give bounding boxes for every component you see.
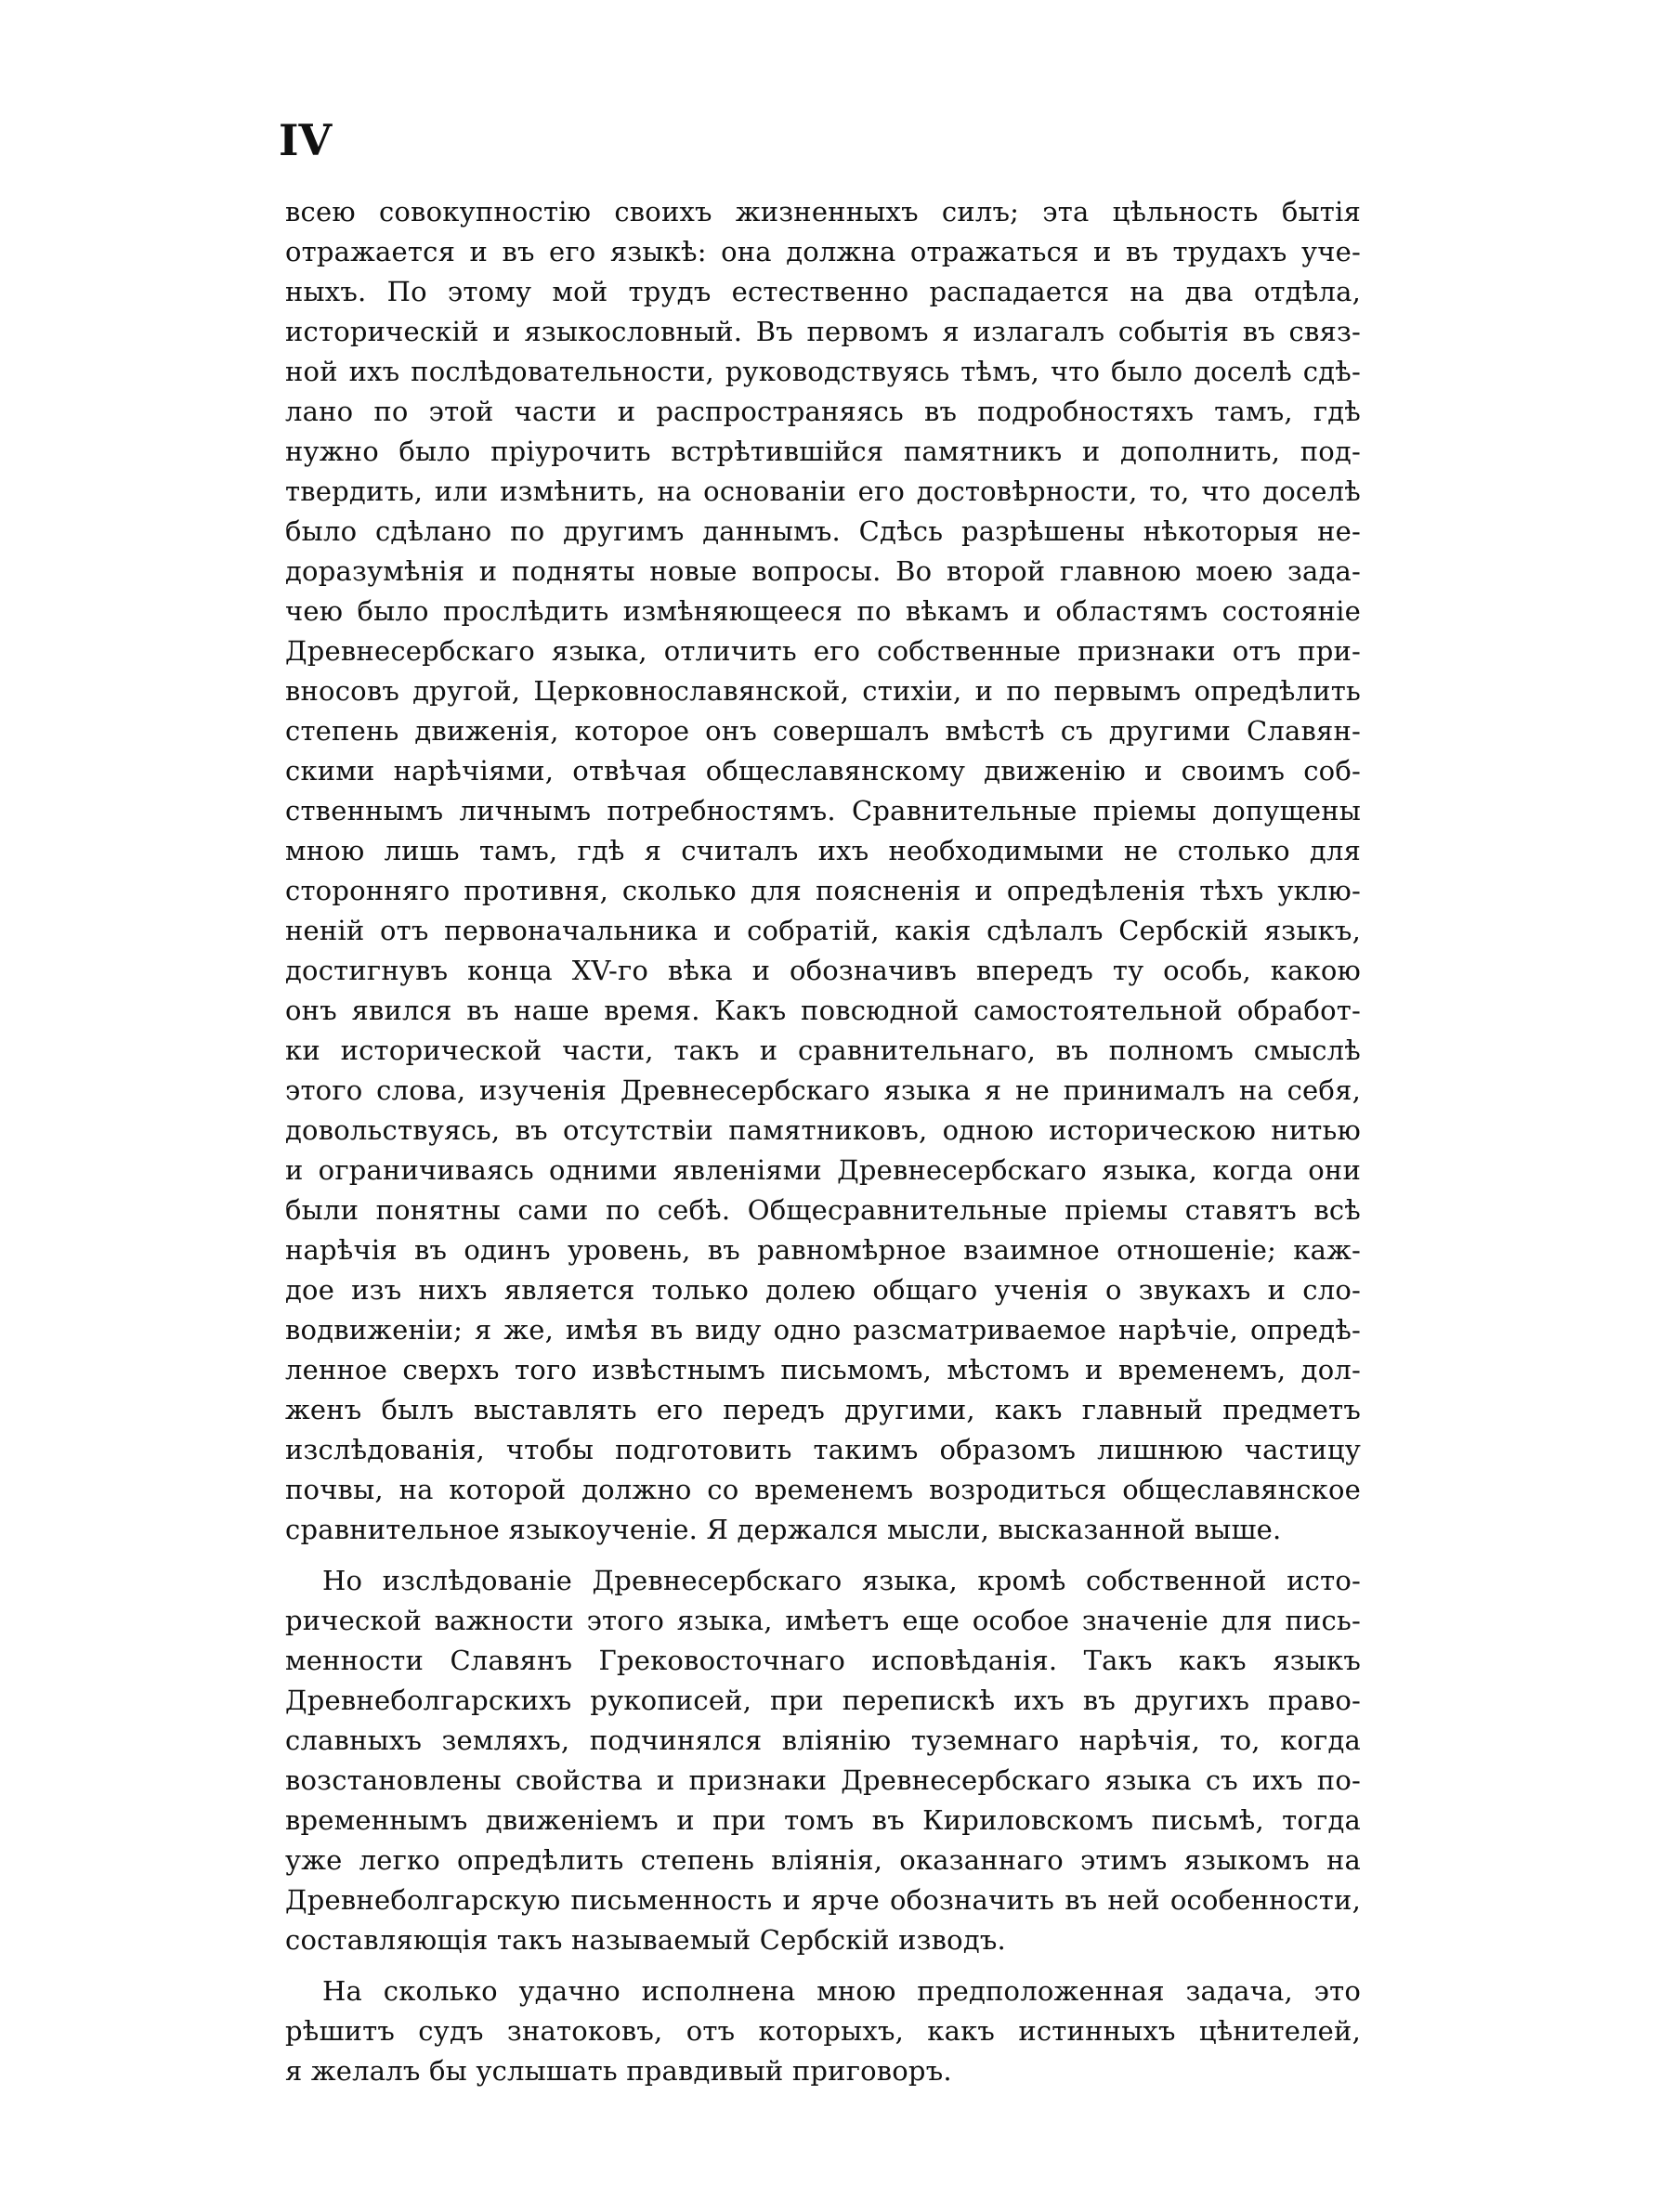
text-line: составляющія такъ называемый Сербскій изводъ. <box>285 1924 1006 1956</box>
text-line: водвиженіи; я же, имѣя въ виду одно разсматриваемое нарѣчіе, опредѣ- <box>285 1314 1361 1346</box>
text-line: ной ихъ послѣдовательности, руководствуясь тѣмъ, что было доселѣ сдѣ- <box>285 356 1361 387</box>
text-line: скими нарѣчіями, отвѣчая общеславянскому движенію и своимъ соб- <box>285 755 1361 787</box>
text-line: были понятны сами по себѣ. Общесравнительные пріемы ставятъ всѣ <box>285 1194 1361 1226</box>
text-line: твердить, или измѣнить, на основаніи его достовѣрности, то, что доселѣ <box>285 475 1361 507</box>
text-line: доразумѣнія и подняты новые вопросы. Во второй главною моею зада- <box>285 555 1361 587</box>
text-line: уже легко опредѣлить степень вліянія, оказаннаго этимъ языкомъ на <box>285 1844 1361 1876</box>
text-line: и ограничиваясь одними явленіями Древнесербскаго языка, когда они <box>285 1154 1361 1186</box>
text-line: сторонняго противня, сколько для поясненія и опредѣленія тѣхъ уклю- <box>285 875 1361 906</box>
text-line: рической важности этого языка, имѣетъ еще особое значеніе для пись- <box>285 1605 1361 1636</box>
text-line: временнымъ движеніемъ и при томъ въ Кириловскомъ письмѣ, тогда <box>285 1804 1361 1836</box>
text-line: Древнеболгарскихъ рукописей, при перепискѣ ихъ въ другихъ право- <box>285 1685 1361 1716</box>
text-line: историческій и языкословный. Въ первомъ я излагалъ событія въ связ- <box>285 316 1361 347</box>
page-number: IV <box>279 115 333 165</box>
text-line: вносовъ другой, Церковнославянской, стихіи, и по первымъ опредѣлить <box>285 675 1361 707</box>
text-line: ленное сверхъ того извѣстнымъ письмомъ, мѣстомъ и временемъ, дол- <box>285 1354 1361 1386</box>
text-line: лано по этой части и распространяясь въ подробностяхъ тамъ, гдѣ <box>285 396 1361 427</box>
text-line: нарѣчія въ одинъ уровень, въ равномѣрное взаимное отношеніе; каж- <box>285 1234 1361 1266</box>
text-line: ственнымъ личнымъ потребностямъ. Сравнительные пріемы допущены <box>285 795 1361 826</box>
text-line: Но изслѣдованіе Древнесербскаго языка, кромѣ собственной исто- <box>322 1565 1361 1596</box>
text-line: женъ былъ выставлять его передъ другими, какъ главный предметъ <box>285 1394 1361 1425</box>
body-text <box>285 192 1361 2091</box>
paragraph <box>285 1971 1361 2091</box>
text-line: дое изъ нихъ является только долею общаго ученія о звукахъ и сло- <box>285 1274 1361 1306</box>
text-line: онъ явился въ наше время. Какъ повсюдной самостоятельной обработ- <box>285 995 1361 1026</box>
text-line: степень движенія, которое онъ совершалъ вмѣстѣ съ другими Славян- <box>285 715 1361 747</box>
paragraph <box>285 192 1361 1550</box>
text-line: почвы, на которой должно со временемъ возродиться общеславянское <box>285 1474 1361 1505</box>
text-line: изслѣдованія, чтобы подготовить такимъ образомъ лишнюю частицу <box>285 1434 1361 1465</box>
text-line: Древнеболгарскую письменность и ярче обозначить въ ней особенности, <box>285 1884 1361 1916</box>
text-line: всею совокупностію своихъ жизненныхъ силъ; эта цѣльность бытія <box>285 196 1361 228</box>
text-line: довольствуясь, въ отсутствіи памятниковъ, одною историческою нитью <box>285 1114 1361 1146</box>
text-line: отражается и въ его языкѣ: она должна отражаться и въ трудахъ уче- <box>285 236 1361 267</box>
text-line: ныхъ. По этому мой трудъ естественно распадается на два отдѣла, <box>285 276 1361 307</box>
text-line: достигнувъ конца XV-го вѣка и обозначивъ впередъ ту особь, какою <box>285 955 1361 986</box>
text-line: неній отъ первоначальника и собратій, какія сдѣлалъ Сербскій языкъ, <box>285 915 1361 946</box>
text-line: сравнительное языкоученіе. Я держался мысли, высказанной выше. <box>285 1514 1282 1545</box>
text-line: я желалъ бы услышать правдивый приговоръ. <box>285 2055 952 2087</box>
text-line: На сколько удачно исполнена мною предположенная задача, это <box>322 1975 1361 2007</box>
text-line: славныхъ земляхъ, подчинялся вліянію туземнаго нарѣчія, то, когда <box>285 1724 1361 1756</box>
text-line: было сдѣлано по другимъ даннымъ. Сдѣсь разрѣшены нѣкоторыя не- <box>285 515 1361 547</box>
text-line: этого слова, изученія Древнесербскаго языка я не принималъ на себя, <box>285 1074 1361 1106</box>
text-line: чею было прослѣдить измѣняющееся по вѣкамъ и областямъ состояніе <box>285 595 1361 627</box>
text-line: мною лишь тамъ, гдѣ я считалъ ихъ необходимыми не столько для <box>285 835 1361 866</box>
paragraph <box>285 1561 1361 1960</box>
text-line: ки исторической части, такъ и сравнительнаго, въ полномъ смыслѣ <box>285 1034 1361 1066</box>
text-line: нужно было пріурочить встрѣтившійся памятникъ и дополнить, под- <box>285 436 1361 467</box>
text-line: менности Славянъ Грековосточнаго исповѣданія. Такъ какъ языкъ <box>285 1645 1361 1676</box>
text-line: возстановлены свойства и признаки Древнесербскаго языка съ ихъ по- <box>285 1764 1361 1796</box>
text-line: Древнесербскаго языка, отличить его собственные признаки отъ при- <box>285 635 1361 667</box>
text-line: рѣшитъ судъ знатоковъ, отъ которыхъ, какъ истинныхъ цѣнителей, <box>285 2015 1361 2047</box>
